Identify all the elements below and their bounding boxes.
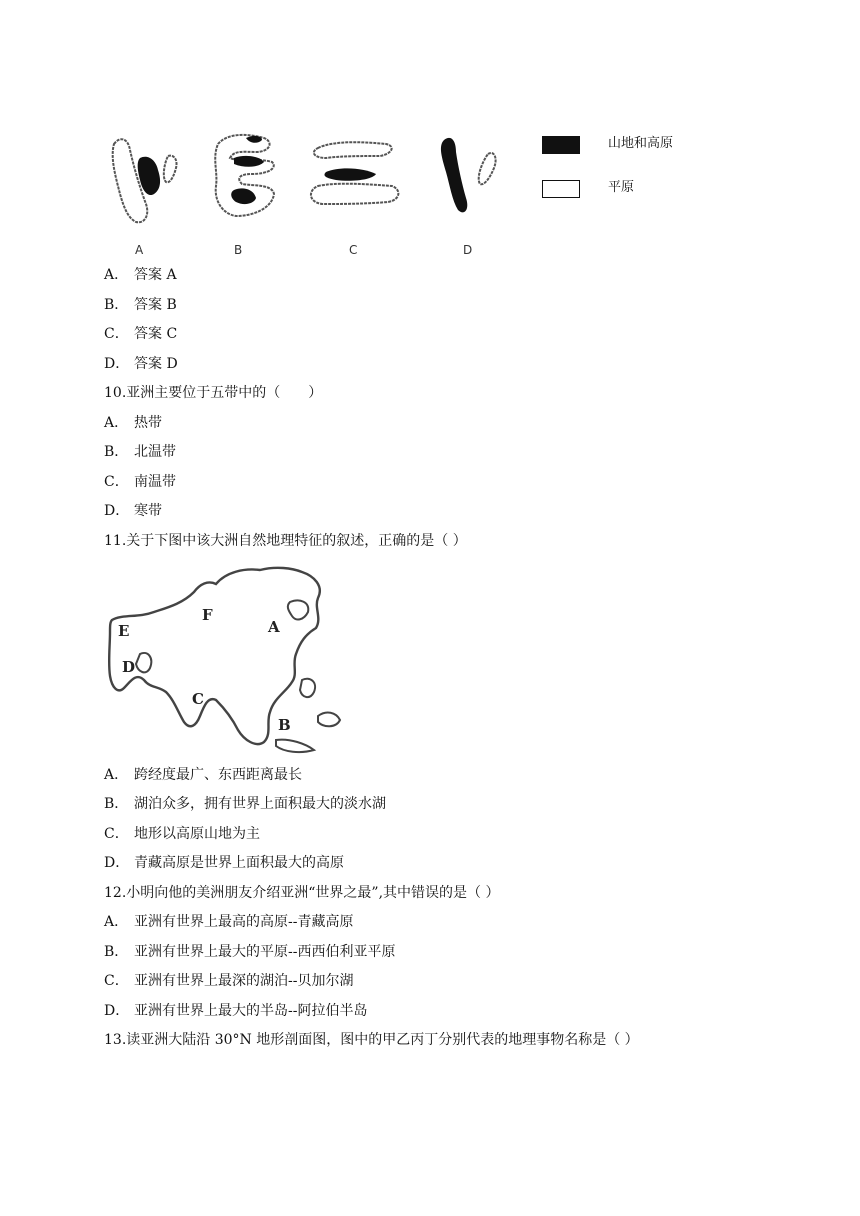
q11-stem: 11.关于下图中该大洲自然地理特征的叙述，正确的是（ ） <box>104 533 467 549</box>
q12-option-b: B． 亚洲有世界上最大的平原--西西伯利亚平原 <box>104 944 396 960</box>
q11-option-c: C． 地形以高原山地为主 <box>104 826 260 842</box>
q12-option-a: A． 亚洲有世界上最高的高原--青藏高原 <box>104 914 354 930</box>
legend-plain-label: 平原 <box>608 180 635 195</box>
asia-outline <box>104 562 356 758</box>
map-label-b: B <box>278 716 291 734</box>
landform-figure <box>104 128 704 260</box>
map-label-d: D <box>122 658 136 676</box>
figure-label-d: D <box>463 243 473 257</box>
q9-option-a: A． 答案 A <box>104 267 177 283</box>
sketch-c <box>311 142 398 204</box>
q9-option-c: C． 答案 C <box>104 326 178 342</box>
figure-label-a: A <box>135 243 144 257</box>
figure-label-b: B <box>234 243 243 257</box>
q9-option-b: B． 答案 B <box>104 297 177 313</box>
q12-stem: 12.小明向他的美洲朋友介绍亚洲“世界之最”,其中错误的是（ ） <box>104 885 500 901</box>
q10-stem: 10.亚洲主要位于五带中的（ ） <box>104 385 323 401</box>
legend-plain-swatch <box>542 180 580 198</box>
asia-outline-map <box>104 562 356 758</box>
map-label-e: E <box>118 622 130 640</box>
sketch-b <box>215 135 274 216</box>
q10-option-b: B． 北温带 <box>104 444 176 460</box>
q10-option-a: A． 热带 <box>104 415 162 431</box>
q11-option-a: A． 跨经度最广、东西距离最长 <box>104 767 302 783</box>
map-label-c: C <box>192 690 204 708</box>
map-label-a: A <box>268 618 280 636</box>
legend-mountain-swatch <box>542 136 580 154</box>
legend-mountain-label: 山地和高原 <box>608 136 674 151</box>
map-label-f: F <box>202 606 213 624</box>
sketch-a <box>113 139 177 222</box>
q10-option-c: C． 南温带 <box>104 474 176 490</box>
q11-option-b: B． 湖泊众多，拥有世界上面积最大的淡水湖 <box>104 796 386 812</box>
sketch-d <box>441 138 496 212</box>
q13-stem: 13.读亚洲大陆沿 30°N 地形剖面图，图中的甲乙丙丁分别代表的地理事物名称是（ ） <box>104 1032 639 1048</box>
q10-option-d: D． 寒带 <box>104 503 162 519</box>
q11-option-d: D． 青藏高原是世界上面积最大的高原 <box>104 855 344 871</box>
q12-option-c: C． 亚洲有世界上最深的湖泊--贝加尔湖 <box>104 973 354 989</box>
figure-label-c: C <box>349 243 358 257</box>
q12-option-d: D． 亚洲有世界上最大的半岛--阿拉伯半岛 <box>104 1003 368 1019</box>
q9-option-d: D． 答案 D <box>104 356 178 372</box>
